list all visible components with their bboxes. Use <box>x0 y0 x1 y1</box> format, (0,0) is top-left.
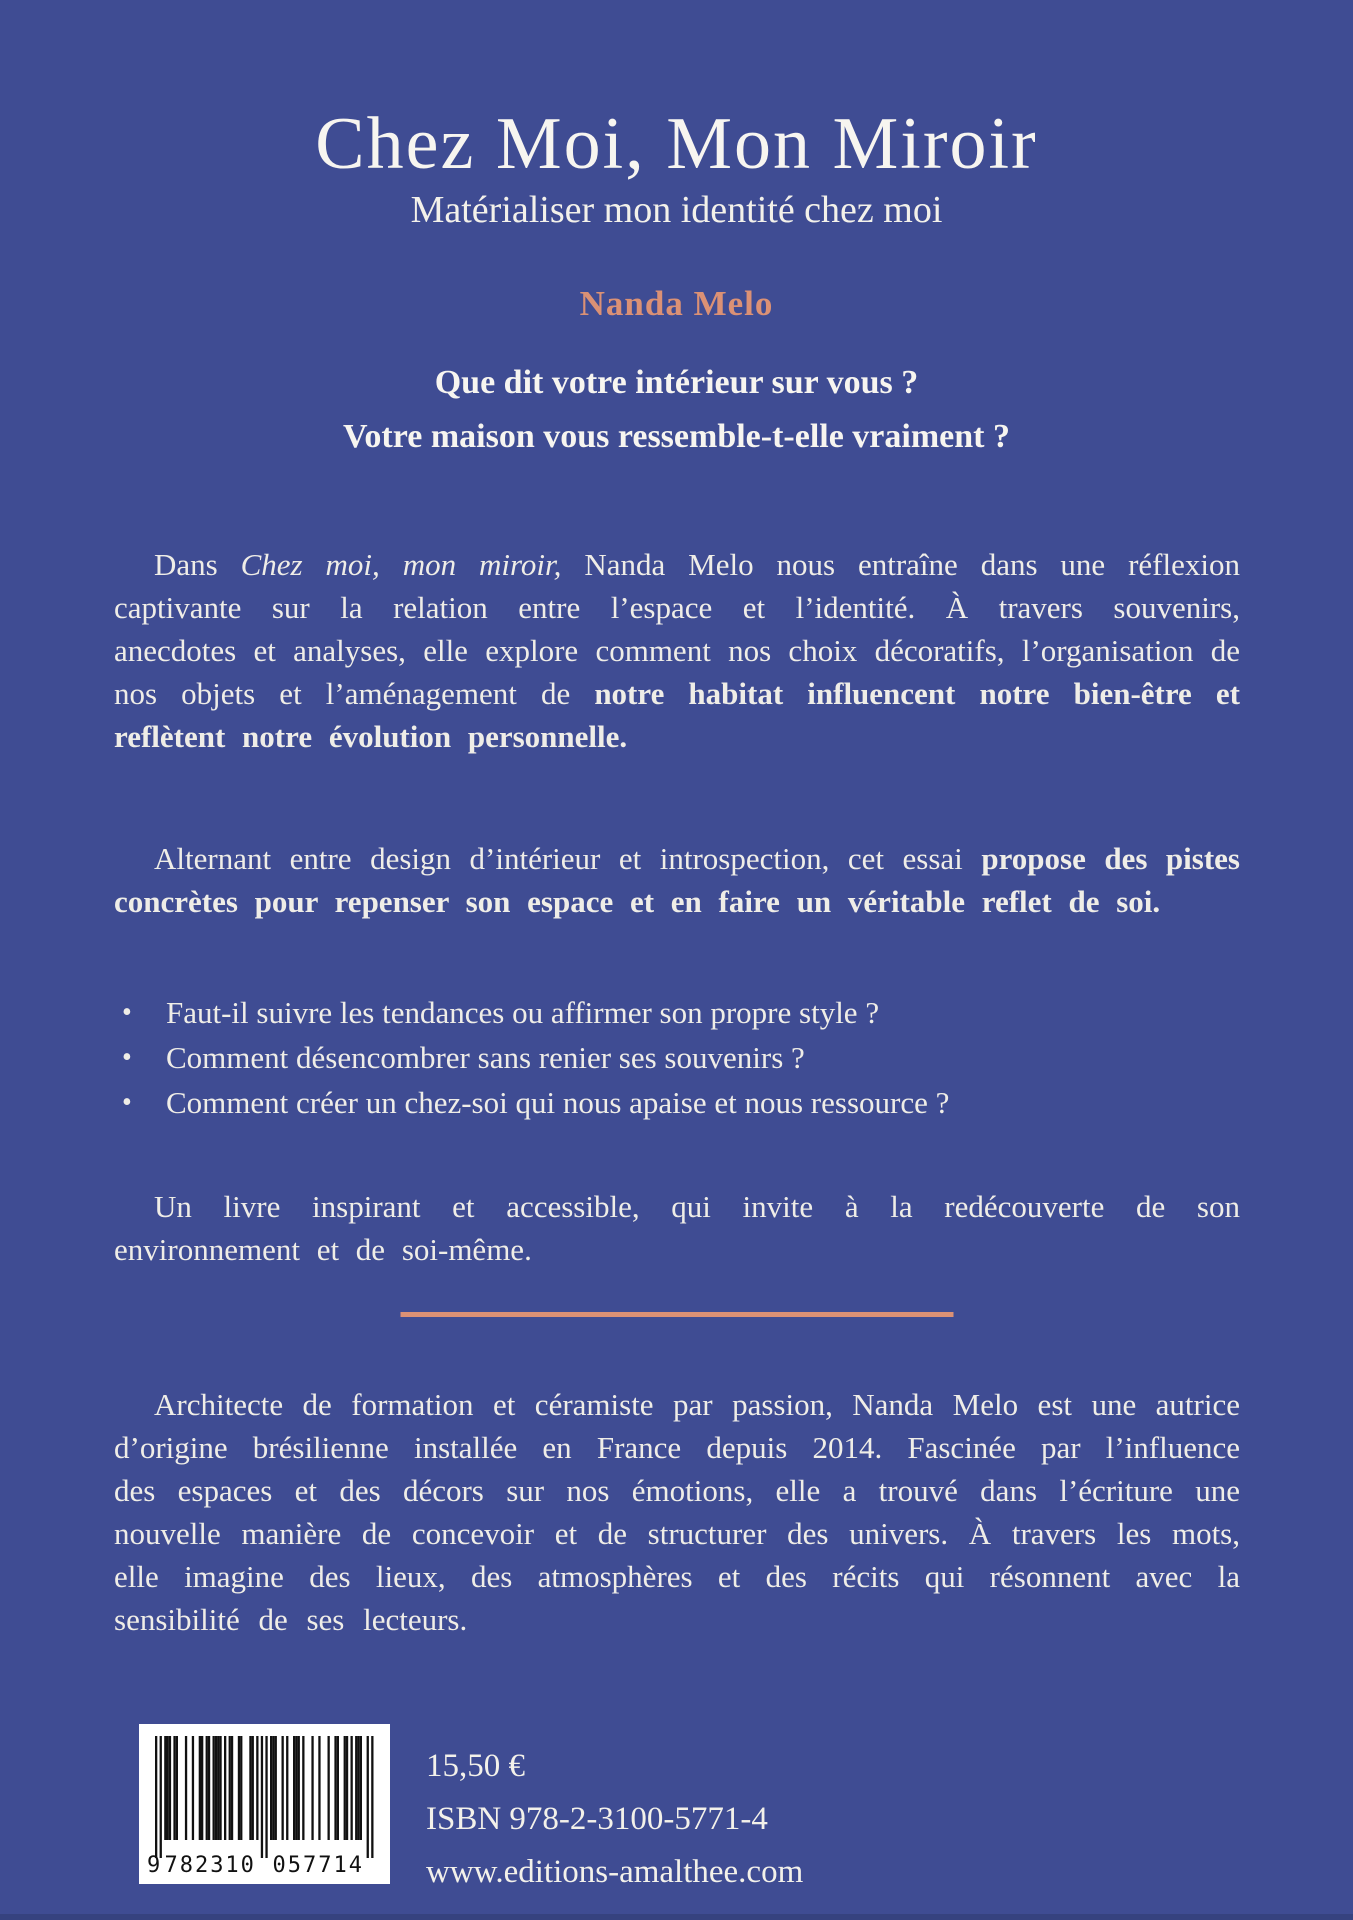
synopsis-p1-body: Nanda Melo nous entraîne dans une réflexion captivante sur la relation entre l’espace et l’identité. À travers souvenirs, anecdotes et analyses, elle explore comment nos choix décoratifs, l’organisation de nos objets et l’aménagement de <box>114 547 1240 711</box>
book-subtitle: Matérialiser mon identité chez moi <box>410 189 943 231</box>
barcode-bars <box>139 1724 390 1884</box>
synopsis-p2-emphasis: propose des pistes concrètes pour repenser son espace et en faire un véritable reflet de soi. <box>114 841 1241 919</box>
synopsis-p2-body: Alternant entre design d’intérieur et introspection, cet essai <box>154 841 982 876</box>
synopsis-closing: Un livre inspirant et accessible, qui invite à la redécouverte de son environnement et de soi-même. <box>114 1189 1240 1267</box>
synopsis-paragraph-2 <box>114 837 1240 923</box>
synopsis-p1-emphasis: notre habitat influencent notre bien-être et reflètent notre évolution personnelle. <box>114 676 1240 754</box>
bullet-text-1: Faut-il suivre les tendances ou affirmer son propre style ? <box>166 995 880 1030</box>
price-label: 15,50 € <box>426 1748 525 1784</box>
author-bio: Architecte de formation et céramiste par passion, Nanda Melo est une autrice d’origine brésilienne installée en France depuis 2014. Fascinée par l’influence des espaces et des décors sur nos émotions, elle a trouvé dans l’écriture une nouvelle manière de concevoir et de structurer des univers. À travers les mots, elle imagine des lieux, des atmosphères et des récits qui résonnent avec la sensibilité de ses lecteurs. <box>114 1387 1240 1637</box>
isbn-barcode <box>139 1724 390 1884</box>
synopsis-p1-book-title-italic: Chez moi, mon miroir, <box>240 547 562 582</box>
bullet-text-3: Comment créer un chez-soi qui nous apaise et nous ressource ? <box>166 1085 950 1120</box>
tagline-questions <box>0 356 1353 464</box>
synopsis-p1-intro: Dans <box>154 547 241 582</box>
svg-text:057714: 057714 <box>272 1853 365 1878</box>
author-name: Nanda Melo <box>579 284 774 323</box>
bullet-icon: • <box>122 1042 132 1073</box>
section-divider <box>400 1312 953 1317</box>
book-title: Chez Moi, Mon Miroir <box>315 103 1038 185</box>
bullet-icon: • <box>122 997 132 1028</box>
bullet-icon: • <box>122 1087 132 1118</box>
list-item <box>114 1080 1240 1125</box>
list-item <box>114 1035 1240 1080</box>
tagline-question-2: Votre maison vous ressemble-t-elle vraiment ? <box>343 418 1010 455</box>
isbn-label: ISBN 978-2-3100-5771-4 <box>426 1801 768 1837</box>
svg-text:782310: 782310 <box>164 1853 256 1878</box>
publisher-info <box>426 1740 803 1899</box>
synopsis-paragraph-1 <box>114 543 1240 758</box>
page-bottom-edge <box>0 1914 1353 1920</box>
publisher-website: www.editions-amalthee.com <box>426 1854 804 1890</box>
bullet-text-2: Comment désencombrer sans renier ses souvenirs ? <box>166 1040 805 1075</box>
question-bullet-list <box>114 990 1240 1125</box>
list-item <box>114 990 1240 1035</box>
svg-text:9: 9 <box>147 1853 163 1878</box>
tagline-question-1: Que dit votre intérieur sur vous ? <box>434 364 919 401</box>
